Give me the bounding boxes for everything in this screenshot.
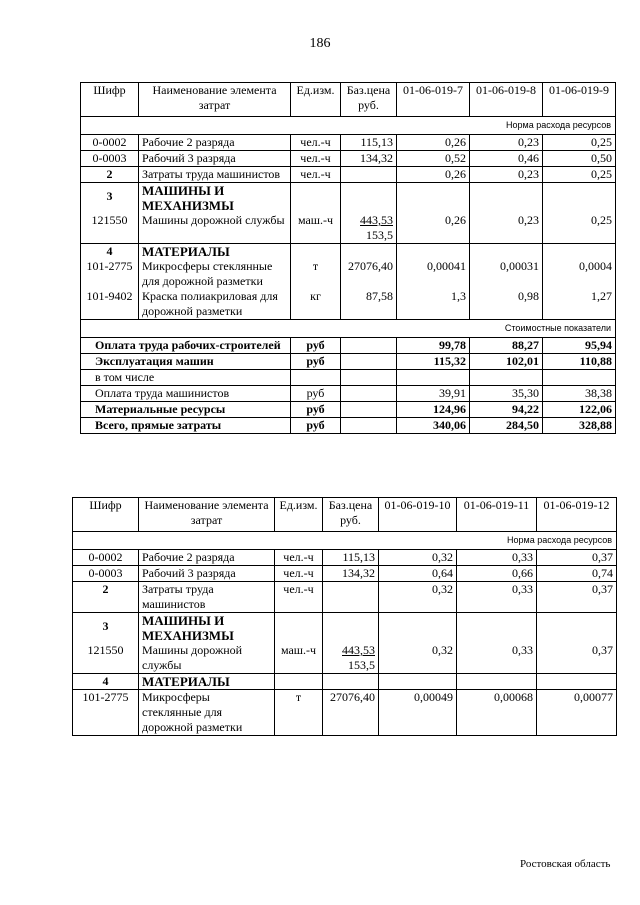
header-code: Шифр: [81, 83, 139, 117]
table-row: 0-0003 Рабочий 3 разряда чел.-ч 134,32 0,64 0,66 0,74: [73, 566, 617, 582]
header-code: Шифр: [73, 498, 139, 532]
table-row: 0-0002 Рабочие 2 разряда чел.-ч 115,13 0,32 0,33 0,37: [73, 550, 617, 566]
materials-section-row: 4 МАТЕРИАЛЫ: [73, 674, 617, 690]
norm-label: Норма расхода ресурсов: [81, 117, 616, 135]
materials-section-row: 4 МАТЕРИАЛЫ: [81, 244, 616, 260]
header-price: Баз.цена руб.: [323, 498, 379, 532]
resource-table-2: [72, 497, 617, 736]
cost-row: Материальные ресурсы руб 124,96 94,22 122,06: [81, 402, 616, 418]
header-col: 01-06-019-12: [537, 498, 617, 532]
header-col: 01-06-019-8: [470, 83, 543, 117]
header-unit: Ед.изм.: [275, 498, 323, 532]
header-col: 01-06-019-10: [379, 498, 457, 532]
machines-section-row: 3 МАШИНЫ И МЕХАНИЗМЫ: [81, 183, 616, 214]
header-unit: Ед.изм.: [291, 83, 341, 117]
resource-table-1: [80, 82, 616, 434]
cost-row: Эксплуатация машин руб 115,32 102,01 110,88: [81, 354, 616, 370]
cost-label: Стоимостные показатели: [81, 320, 616, 338]
material-row: 101-2775 Микросферы стеклянные для дорожной разметки т 27076,40 0,00049 0,00068 0,00077: [73, 690, 617, 736]
machines-section-row: 3 МАШИНЫ И МЕХАНИЗМЫ: [73, 613, 617, 644]
section-title: МАТЕРИАЛЫ: [139, 674, 275, 690]
header-name: Наименование элемента затрат: [139, 498, 275, 532]
machinists-row: 2 Затраты труда машинистов чел.-ч 0,32 0,33 0,37: [73, 582, 617, 613]
page-number: 186: [309, 36, 331, 51]
section-title: МАШИНЫ И МЕХАНИЗМЫ: [139, 613, 275, 644]
cost-row: Оплата труда машинистов руб 39,91 35,30 38,38: [81, 386, 616, 402]
table-row: 0-0002 Рабочие 2 разряда чел.-ч 115,13 0,26 0,23 0,25: [81, 135, 616, 151]
machinists-row: 2 Затраты труда машинистов чел.-ч 0,26 0,23 0,25: [81, 167, 616, 183]
norm-label-row: [81, 117, 616, 135]
table-header-row: [73, 498, 617, 532]
material-row: 101-9402 Краска полиакриловая для дорожной разметки кг 87,58 1,3 0,98 1,27: [81, 289, 616, 320]
cost-row: в том числе: [81, 370, 616, 386]
table-row: 0-0003 Рабочий 3 разряда чел.-ч 134,32 0,52 0,46 0,50: [81, 151, 616, 167]
cost-row: Всего, прямые затраты руб 340,06 284,50 328,88: [81, 418, 616, 434]
header-name: Наименование элемента затрат: [139, 83, 291, 117]
cost-row: Оплата труда рабочих-строителей руб 99,78 88,27 95,94: [81, 338, 616, 354]
machines-item-row: 121550 Машины дорожной службы маш.-ч 443,53 153,5 0,32 0,33 0,37: [73, 643, 617, 674]
table-header-row: [81, 83, 616, 117]
header-col: 01-06-019-7: [397, 83, 470, 117]
header-price: Баз.цена руб.: [341, 83, 397, 117]
footer-region: Ростовская область: [520, 858, 611, 870]
section-title: МАТЕРИАЛЫ: [139, 244, 291, 260]
norm-label: Норма расхода ресурсов: [73, 532, 617, 550]
header-col: 01-06-019-11: [457, 498, 537, 532]
header-col: 01-06-019-9: [543, 83, 616, 117]
machines-item-row: 121550 Машины дорожной службы маш.-ч 443,53 153,5 0,26 0,23 0,25: [81, 213, 616, 244]
norm-label-row: [73, 532, 617, 550]
material-row: 101-2775 Микросферы стеклянные для дорожной разметки т 27076,40 0,00041 0,00031 0,0004: [81, 259, 616, 289]
section-title: МАШИНЫ И МЕХАНИЗМЫ: [139, 183, 291, 214]
cost-label-row: [81, 320, 616, 338]
